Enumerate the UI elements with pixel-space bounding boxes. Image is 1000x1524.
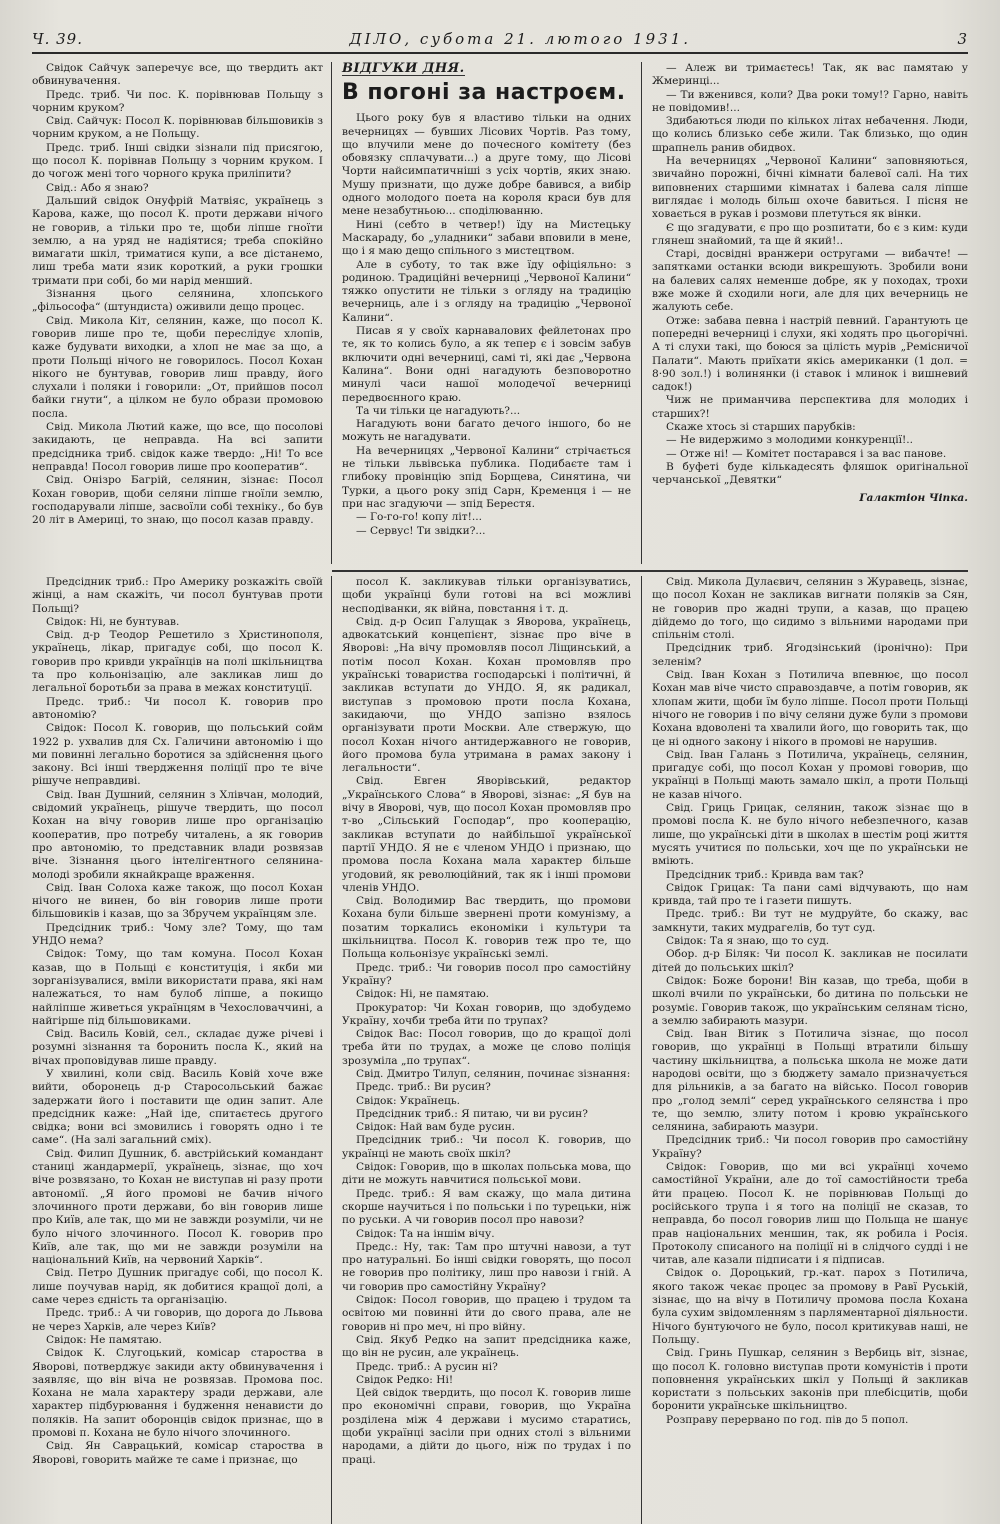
paragraph: Предсідник триб.: Я питаю, чи ви русин?: [356, 1107, 588, 1120]
feuilleton-column: [332, 62, 642, 564]
paragraph: Свідок: Ні, не бунтував.: [46, 615, 180, 628]
paragraph: Писав я у своїх карнавалових фейлетонах про те, як то колись було, а як тепер є і зовсім забув включити одні вечерниці, самі ті, які дає „Червона Калина“. Вони одні нагадують безповоротно минулі часи нашої молодечої вечерниці передвоєнного краю.: [342, 325, 631, 404]
paragraph: Обор. д-р Біляк: Чи посол К. закликав не посилати дітей до польських шкіл?: [652, 948, 968, 974]
paragraph: Цей свідок твердить, що посол К. говорив лише про економічні справи, говорив, що Україна розділена між 4 держави і мусимо старатись, щоби українці засіли при одних столі з вільними народами, а дійти до цього, ніж по трудах і по праці.: [342, 1387, 631, 1466]
paragraph: Предсідник триб. Ягодзінський (іронічно): При зеленім?: [652, 642, 968, 668]
paragraph: Свід. Володимир Вас твердить, що промови Кохана були більше звернені проти комунізму, а позатим торкались економіки і культури та шкільництва. Посол К. говорив теж про те, що Польща кольонізує українські землі.: [342, 895, 631, 961]
author-signature: Галактіон Чіпка.: [859, 491, 968, 504]
paragraph: Цього року був я властиво тільки на одних вечерницях — бувших Лісових Чортів. Раз тому, що влучили мене до почесного комітету (без обовязку сплачувати...) а друге тому, що Лісові Чорти найсимпатичніші з усіх чортів, яких знаю. Мушу признати, що дуже добре бавився, а вибір одного молодого поета на короля краси був для мене незабутньою... споділюванню.: [342, 112, 631, 218]
paragraph: Предс. триб.: Чи посол К. говорив про автономію?: [32, 695, 323, 721]
column-trial-report-left-continued: [32, 576, 332, 1524]
paragraph: Свід. д-р Теодор Решетило з Христинополя, українець, лікар, пригадує собі, що посол К. говорив про кривди українців на полі шкільництва та про кольонізацію, але закликав лиш до легальної боротьби за права в межах конституції.: [32, 629, 323, 695]
paragraph: На вечерницях „Червоної Калини“ стрічається не тільки львівська публика. Подибаєте там і глибоку провінцію зпід Борщева, Синятина, чи Турки, а цього року зпід Сарн, Кременця і — не при нас згадуючи — зпід Берестя.: [342, 444, 631, 510]
paragraph: Свід. Іван Солоха каже також, що посол Кохан нічого не винен, бо він говорив лише проти більшовиків і казав, що за Збручем українцям зле.: [32, 881, 323, 921]
paragraph: Свідок Сайчук заперечує все, що твердить акт обвинувачення.: [32, 62, 323, 88]
paragraph: Свід. Іван Галань з Потилича, українець, селянин, пригадує собі, що посол Кохан у промові говорив, що українці в Польщі мають замало шкіл, а проти Польщі не казав нічого.: [652, 748, 968, 801]
paragraph: Свідок: Посол К. говорив, що польський сойм 1922 р. ухвалив для Сх. Галичини автономію і що ми повинні легально боротися за здійснення цього закону. Всі інші твердження поліції про те вічe рішуче неправдиві.: [32, 722, 323, 788]
paragraph: Отже: забава певна і настрій певний. Гарантують це попередні вечерниці і слухи, які ходять про цьогорічні. А ті слухи такі, що боюся за цілість мурів „Ремісничої Палати“. Мають приїхати якісь американки (1 дол. = 8·90 зол.!) і волинянки (і ставок і млинок і вишневий садок!): [652, 314, 968, 394]
paragraph: Свідок: Тому, що там комуна. Посол Кохан казав, що в Польщі є конституція, і якби ми зорганізувалися, вміли використати права, які нам належаться, то нам булоб ліпше, а покищо найліпше живеться українцям в Чехословаччині, а найгірше під більшовиками.: [32, 948, 323, 1027]
paragraph: Предсідник триб.: Про Америку розкажіть своїй жінці, а нам скажіть, чи посол бунтував проти Польщі?: [32, 576, 323, 615]
paragraph: Свід. Евген Яворівський, редактор „Українського Слова“ в Яворові, зізнає: „Я був на вічу в Яворові, чув, що посол Кохан промовляв про т-во „Сільський Господар“, про кооперацію, закликав вступати до найбільшої української партії УНДО. Я не є членом УНДО і признаю, що промова посла Кохана мала характер більше угодовий, як революційний, так як і інші промови членів УНДО.: [342, 775, 631, 894]
paragraph: Свідок: Українець.: [356, 1094, 460, 1107]
paragraph: Нагадують вони багато дечого іншого, бо не можуть не нагадувати.: [342, 418, 631, 444]
paragraph: Предс. триб.: Ви тут не мудруйте, бо скажу, вас замкнути, таких мудрагелів, бо тут суд.: [652, 908, 968, 934]
paragraph: Свідок Редко: Ні!: [356, 1373, 454, 1386]
paragraph: Свідок: Ні, не памятаю.: [356, 988, 490, 1001]
section-divider: [332, 570, 968, 572]
paragraph: Свід. Онізро Багрій, селянин, зізнає: Посол Кохан говорив, щоби селяни ліпше гноїли землю, господарували ліпше, засвоїли собі техніку., бо був 20 літ в Америці, то знаю, що посол казав правду.: [32, 474, 323, 527]
paragraph: Предс. триб.: А русин ні?: [356, 1360, 498, 1373]
paragraph: На вечерницях „Червоної Калини“ заповняються, звичайно порожні, бічні кімнати балевої салі. На тих виповнених старшими кімнатах і балева саля ліпше виглядає і молодь більш охоче бавиться. І пісня не ховається в рукав і розмови плетуться як вінки.: [652, 155, 968, 221]
paragraph: Дальший свідок Онуфрій Матвіяс, українець з Карова, каже, що посол К. проти держави нічого не говорив, а тільки про те, щоби ліпше гноїти землю, а на уряд не надіятися; треба спокійно вимагати шкіл, триматися купи, а все дістанемо, лиш треба мати язик короткий, а руки грошки тримати при собі, бо ми нарід менший.: [32, 194, 323, 287]
bottom-section: [32, 576, 968, 1524]
paragraph: Свідок: Най вам буде русин.: [356, 1121, 515, 1134]
paragraph: Та чи тільки це нагадують?...: [356, 404, 521, 417]
feuilleton-text-part2: [652, 62, 968, 488]
column-trial-report-right: [642, 576, 968, 1524]
paragraph: Свід. Дмитро Тилуп, селянин, починає зізнання:: [356, 1067, 631, 1080]
paragraph: — Сервус! Ти звідки?...: [356, 524, 486, 537]
paper-date: ДІЛО, субота 21. лютого 1931.: [349, 30, 692, 48]
paragraph: Свід.: Або я знаю?: [46, 181, 149, 194]
feuilleton-text-part1: [342, 112, 631, 538]
paragraph: Свід. Филип Душник, б. австрійський командант станиці жандармерії, українець, зізнає, що хоч віче розвязано, то Кохан не виступав ні разу проти автономії. „Я його промові не бачив нічого злочинного проти держави, бо він говорив лише про Київ, але так, що ми не завжди розуміли, чи не було нічого злочинного. Посол К. говорив про Київ, але так, що ми не завжди розуміли на національний Київ, на червоний Харків“.: [32, 1147, 323, 1267]
paragraph: — Алеж ви тримаєтесь! Так, як вас памятаю у Жмеринці...: [652, 62, 968, 88]
paragraph: Предс. триб. Інші свідки зізнали під присягою, що посол К. порівнав Польщу з чорним круком. І до чогож мені того чорного крука приліпити?: [32, 141, 323, 181]
page-part: Ч. 39.: [32, 30, 83, 48]
paragraph: Свід. Сайчук: Посол К. порівнював більшовиків з чорним круком, а не Польщу.: [32, 115, 323, 141]
paragraph: Предс. триб.: А чи говорив, що дорога до Львова не через Харків, але через Київ?: [32, 1307, 323, 1333]
paragraph: Свід. Іван Душний, селянин з Хлівчан, молодий, свідомий українець, рішуче твердить, що посол Кохан на вічу говорив лише про організацію кооператив, про потребу читалень, а як говорив про автономію, то представник влади розвязав віче. Зізнання цього інтелігентного селянина-молоді зробили якнайкраще враження.: [32, 788, 323, 881]
paragraph: Прокуратор: Чи Кохан говорив, що здобудемо Україну, хочби треба йти по трупах?: [342, 1001, 631, 1027]
paragraph: Предсідник триб.: Чому зле? Тому, що там УНДО нема?: [32, 921, 323, 948]
paragraph: Свід. Іван Кохан з Потилича впевнює, що посол Кохан мав віче чисто справоздавче, а потім говорив, як хлопам жити, щоби їм було ліпше. Посол проти Польщі нічого не говорив і по вічу селяни дуже були з промови Кохана вдоволені та хвалили його, що говорить так, що це ні одного закону і нікого в промові не нарушив.: [652, 669, 968, 748]
top-section: [32, 62, 968, 564]
paragraph: У хвилині, коли свід. Василь Ковій хоче вже вийти, оборонець д-р Старосольський бажає задержати його і поставити ще один запит. Але предсідник каже: „Най іде, спитаєтесь другого свідка; вони всі змовились і говорять одно і те саме“. (На залі загальний сміх).: [32, 1067, 323, 1147]
paragraph: Свідок: Не памятаю.: [46, 1333, 162, 1346]
column-trial-report-middle: [332, 576, 642, 1524]
paragraph: Є що згадувати, є про що розпитати, бо є з ким: куди глянеш знайомий, та ще й який!..: [652, 221, 968, 247]
paragraph: — Не видержимо з молодими конкуренції!..: [666, 434, 913, 447]
paragraph: Предс. триб. Чи пос. К. порівнював Польщу з чорним круком?: [32, 88, 323, 114]
paragraph: В буфеті буде кількадесять фляшок оригінальної черчанської „Девятки“: [652, 460, 968, 487]
paragraph: Свід. Микола Дулаєвич, селянин з Журавець, зізнає, що посол Кохан не закликав вигнати поляків за Сян, не говорив про жадні трупи, а казав, що працею дійдемо до того, що сидимо з вільними народами при спільнім столі.: [652, 576, 968, 642]
paragraph: Свід. Якуб Редко на запит предсідника каже, що він не русин, але українець.: [342, 1333, 631, 1360]
paragraph: Зізнання цього селянина, хлопського „фільософа“ (штундиста) оживили дещо процес.: [32, 288, 323, 314]
paragraph: Скаже хтось зі старших парубків:: [666, 421, 856, 434]
paragraph: Розправу перервано по год. пів до 5 попол.: [666, 1413, 909, 1426]
paragraph: Свід. Ян Саврацький, комісар староства в Яворові, говорить майже те саме і признає, що: [32, 1440, 323, 1466]
paragraph: — Отже ні! — Комітет постарався і за вас панове.: [666, 447, 947, 460]
paragraph: Нині (себто в четвер!) їду на Мистецьку Маскараду, бо „уладники“ забави вповили в мене, що і я маю дещо спільного з мистецтвом.: [342, 218, 631, 258]
paragraph: Предс. триб.: Ви русин?: [356, 1081, 491, 1094]
paragraph: Свід. Микола Лютий каже, що все, що посолові закидають, це неправда. На всі запити предсідника триб. свідок каже твердо: „Ні! То все неправда! Посол говорив лише про кооператив“.: [32, 421, 323, 473]
paragraph: Свід. Гринь Пушкар, селянин з Вербиць віт, зізнає, що посол К. головно виступав проти комуністів і проти поповнення українських шкіл у Польщі й закликав користати з польських законів при плебісцитів, щоби боронити українське шкільництво.: [652, 1347, 968, 1413]
paragraph: посол К. закликував тільки організуватись, щоби українці були готові на всі можливі несподіванки, як війна, повстання і т. д.: [342, 576, 631, 615]
paragraph: Свідок: Боже борони! Він казав, що треба, щоби в школі вчили по українськи, бо дитина по польськи не розуміє. Говорив також, що українським селянам тісно, а землю забирають мазури.: [652, 974, 968, 1027]
paragraph: Свід. д-р Осип Галущак з Яворова, українець, адвокатський концепієнт, зізнає про віче в Яворові: „На вічу промовляв посол Ліщинський, а потім посол Кохан. Кохан промовляв про українські товариства господарські і політичні, й закликав вступати до УНДО. Я, як радикал, виступав з промовою проти посла Кохана, закидаючи, що УНДО запізно взялось організувати проти Москви. Але ствержую, що посол Кохан нічого антидержавного не говорив, його промова була утримана в рамах закону і легальности“.: [342, 615, 631, 775]
paragraph: Свідок Грицак: Та пани самі відчувають, що нам кривда, тай про те і газети пишуть.: [652, 881, 968, 908]
paragraph: Свідок: Та я знаю, що то суд.: [666, 935, 830, 948]
paragraph: Але в суботу, то так вже їду офіціяльно: з родиною. Традиційні вечерниці „Червоної Калини“ тяжко опустити не тільки з огляду на традицію вечерниць, але і з огляду на традицію „Червоної Калини“.: [342, 258, 631, 324]
paragraph: Предсідник триб.: Кривда вам так?: [666, 868, 864, 881]
paragraph: Свідок: Говорив, що в школах польська мова, що діти не можуть навчитися польської мови.: [342, 1161, 631, 1187]
paragraph: Предс. триб.: Я вам скажу, що мала дитина скорше научиться і по польськи і по турецьки, ніж по руськи. А чи говорив посол про навози?: [342, 1187, 631, 1227]
paragraph: Предсідник триб.: Чи посол говорив про самостійну Україну?: [652, 1134, 968, 1160]
paragraph: Свід. Василь Ковій, сел., складає дуже річеві і розумні зізнання та боронить посла К., який на вічах проповідував лише правду.: [32, 1028, 323, 1067]
paragraph: Свід. Петро Душник пригадує собі, що посол К. лише поучував нарід, як добитися кращої долі, а саме через єдність та організацію.: [32, 1267, 323, 1307]
paragraph: Старі, досвідні вранжери остругами — вибачте! — запятками останки всюди викрешують. Зробили вони на балевих салях неменше добре, як у походах, трохи вже може й сходили ноги, але для цих вечерниць не жалують себе.: [652, 248, 968, 314]
paragraph: Свідок: Посол говорив, що працею і трудом та освітою ми повинні йти до свого права, але не говорив ні про меч, ні про війну.: [342, 1294, 631, 1333]
page-number: 3: [957, 30, 968, 48]
paragraph: Свідок о. Дороцький, гр.-кат. парох з Потилича, якого також чекає процес за промову в Равї Руській, зізнає, що на вічу в Потиличу промова посла Кохана була сухим звідомленням з парляментарної діяльности. Нічого бунтуючого не було, посол критикував наші, не Польщу.: [652, 1267, 968, 1346]
feuilleton-column-continued: [642, 62, 968, 564]
paragraph: Свідок: Та на іншім вічу.: [356, 1227, 495, 1240]
rubric-title: ВІДГУКИ ДНЯ.: [342, 62, 465, 76]
paragraph: Свідок: Говорив, що ми всі українці хочемо самостійної України, але до тої самостійности треба йти працею. Посол К. не порівнював Польщі до російського трупа і я того на поліції не сказав, то неправда, бо посол говорив лиш що Польща не шанує прав національних меншин, так, як робила і Росія. Протоколу списаного на поліції ні в слідчого судді і не читав, але казали підписати і я підписав.: [652, 1161, 968, 1267]
page-header: [32, 30, 968, 54]
paragraph: Предсідник триб.: Чи посол К. говорив, що українці не мають своїх шкіл?: [342, 1134, 631, 1160]
paragraph: Здибаються люди по кількох літах небачення. Люди, що колись близько себе жили. Так близько, що один шрапнель ранив обидвох.: [652, 115, 968, 154]
paragraph: Свід. Іван Вітик з Потилича зізнає, що посол говорив, що українці в Польщі втратили більшу частину шкільництва, а польська школа не може дати народові освіти, що з бюджету замало призначується для рільників, а за багато на військо. Посол говорив про „голод землі“ серед українського селянства і про те, що землю, злиту потом і кровю українського селянина, забирають мазури.: [652, 1028, 968, 1134]
column-trial-report-left: [32, 62, 332, 564]
paragraph: Чиж не приманчива перспектива для молодих і старших?!: [652, 394, 968, 420]
paragraph: Свід. Микола Кіт, селянин, каже, що посол К. говорив лише про те, щоби переслідує хлопів, каже будувати виходки, а хлоп не має за що, а проти Польщі нічого не говорилось. Посол Кохан нікого не бунтував, говорив лиш правду, його слухали і поляки і говорили: „От, прийшов посол байки гнути“, а цілком не було образи промовою посла.: [32, 314, 323, 420]
paragraph: — Го-го-го! копу літ!...: [356, 511, 482, 524]
paragraph: Свідок К. Слугоцький, комісар староства в Яворові, потверджує закиди акту обвинувачення і заявляє, що він віча не розвязав. Промова пос. Кохана не мала характеру зради держави, але характер підбурювання і будження ненависти до поляків. На запит оборонців свідок признає, що в промові п. Кохана не було нічого злочинного.: [32, 1347, 323, 1439]
paragraph: Предс. триб.: Чи говорив посол про самостійну Україну?: [342, 961, 631, 987]
paragraph: — Ти вженився, коли? Два роки тому!? Гарно, навіть не повідомив!...: [652, 88, 968, 114]
paragraph: Свідок Вас: Посол говорив, що до кращої долі треба йти по трудах, а може це слово поліція зрозуміла „по трупах“.: [342, 1028, 631, 1067]
paragraph: Свід. Гриць Грицак, селянин, також зізнає що в промові посла К. не було нічого небезпечного, казав лише, що українські діти в школах в шестім році життя мусять учитися по польськи, хоч ще по українськи не вміють.: [652, 802, 968, 868]
paragraph: Предс.: Ну, так: Там про штучні навози, а тут про натуральні. Бо інші свідки говорять, що посол не говорив про політику, лиш про навози і гній. А чи говорив про самостійну Україну?: [342, 1240, 631, 1293]
article-headline: В погоні за настроєм.: [342, 80, 626, 106]
